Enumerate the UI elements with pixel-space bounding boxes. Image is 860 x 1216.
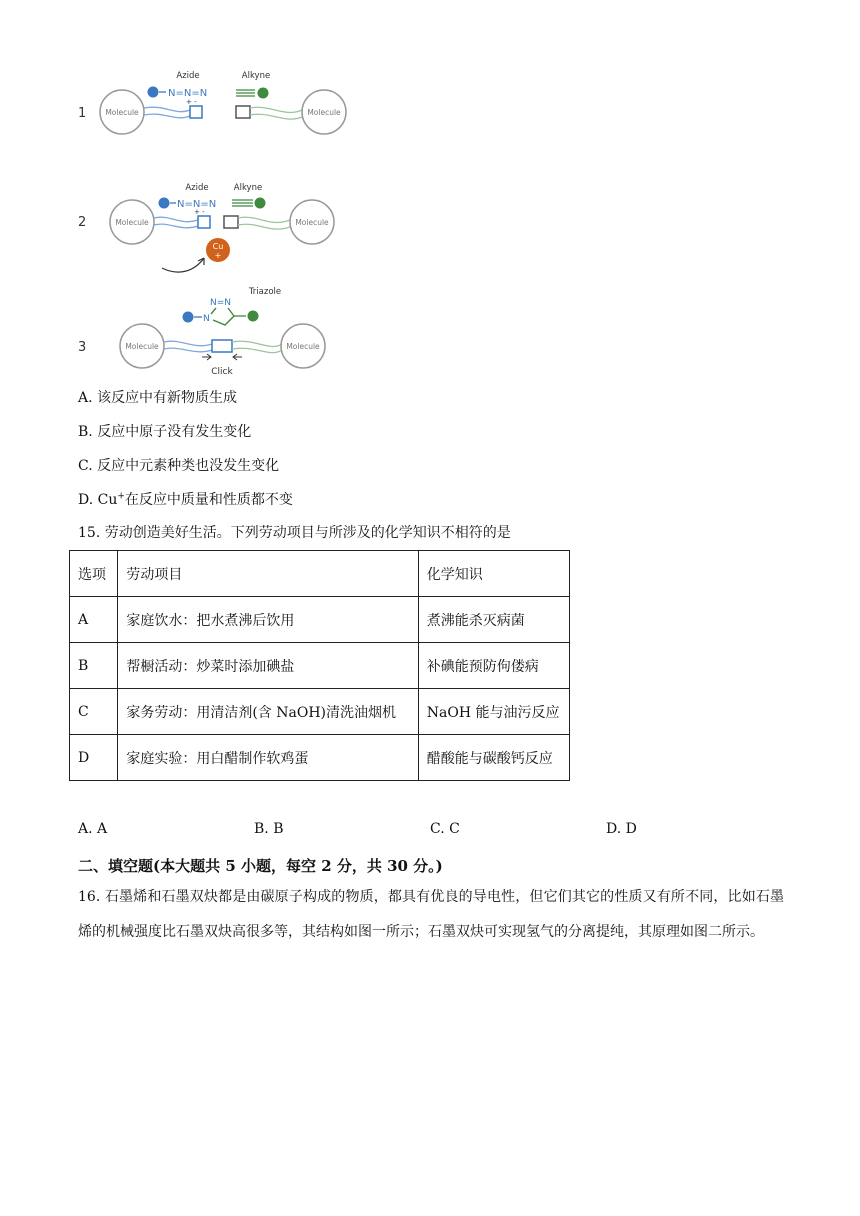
azide-label: Azide bbox=[185, 183, 209, 193]
triazole-label: Triazole bbox=[248, 287, 282, 297]
alkyne-label: Alkyne bbox=[233, 183, 263, 193]
ring-n-left: N bbox=[203, 314, 210, 324]
azide-formula: N=N=N bbox=[168, 88, 208, 99]
table-header: 劳动项目 bbox=[118, 551, 418, 597]
option-label: A. bbox=[78, 390, 93, 406]
table-cell: 醋酸能与碳酸钙反应 bbox=[418, 735, 569, 781]
molecule-label: Molecule bbox=[286, 342, 320, 351]
table-row bbox=[70, 689, 570, 735]
step-number-3: 3 bbox=[78, 340, 87, 355]
molecule-label: Molecule bbox=[125, 342, 159, 351]
alkyne-ball bbox=[248, 311, 259, 322]
table-row bbox=[70, 643, 570, 689]
azide-label: Azide bbox=[176, 71, 200, 81]
triazole-ring bbox=[211, 308, 234, 325]
table-row bbox=[70, 597, 570, 643]
q15-stem: 15. 劳动创造美好生活。下列劳动项目与所涉及的化学知识不相符的是 bbox=[78, 525, 511, 541]
charges: + - bbox=[186, 98, 197, 106]
arrow-to-copper bbox=[162, 258, 204, 272]
option-text: 该反应中有新物质生成 bbox=[97, 390, 238, 406]
molecule-label: Molecule bbox=[307, 108, 341, 117]
table-cell: A bbox=[70, 597, 118, 643]
option-formula-charge: + bbox=[117, 491, 125, 502]
molecule-label: Molecule bbox=[295, 218, 329, 227]
q15-option-c: C. C bbox=[430, 821, 460, 837]
alkyne-connector bbox=[236, 106, 250, 118]
linker-green bbox=[238, 217, 290, 229]
click-label: Click bbox=[211, 367, 233, 377]
option-text: 在反应中质量和性质都不变 bbox=[124, 492, 293, 508]
table-cell: 补碘能预防佝偻病 bbox=[418, 643, 569, 689]
table-header: 化学知识 bbox=[418, 551, 569, 597]
azide-ball bbox=[183, 312, 194, 323]
q15-table bbox=[69, 550, 570, 781]
table-header-row bbox=[70, 551, 570, 597]
q14-option-c bbox=[78, 456, 279, 476]
table-cell: B bbox=[70, 643, 118, 689]
azide-ball bbox=[159, 198, 170, 209]
q15-option-a: A. A bbox=[78, 821, 108, 837]
linker-green bbox=[250, 107, 302, 119]
azide-connector bbox=[198, 216, 210, 228]
option-text: 反应中原子没有发生变化 bbox=[97, 424, 252, 440]
option-formula: Cu bbox=[97, 492, 118, 508]
q14-option-d bbox=[78, 490, 293, 510]
q14-option-a bbox=[78, 388, 237, 408]
azide-ball bbox=[148, 87, 159, 98]
table-cell: 煮沸能杀灭病菌 bbox=[418, 597, 569, 643]
linker-blue bbox=[164, 341, 212, 352]
alkyne-connector bbox=[224, 216, 238, 228]
molecule-label: Molecule bbox=[105, 108, 139, 117]
linker-green bbox=[232, 341, 282, 352]
copper-charge: + bbox=[214, 251, 222, 260]
q14-option-b bbox=[78, 422, 251, 442]
azide-connector bbox=[190, 106, 202, 118]
clicked-connector bbox=[212, 340, 232, 352]
table-row bbox=[70, 735, 570, 781]
molecule-label: Molecule bbox=[115, 218, 149, 227]
table-cell: 家庭实验：用白醋制作软鸡蛋 bbox=[118, 735, 418, 781]
click-chemistry-figure bbox=[70, 60, 370, 380]
alkyne-label: Alkyne bbox=[241, 71, 271, 81]
azide-formula: N=N=N bbox=[177, 199, 217, 210]
table-cell: NaOH 能与油污反应 bbox=[418, 689, 569, 735]
table-cell: 帮橱活动：炒菜时添加碘盐 bbox=[118, 643, 418, 689]
option-label: D. bbox=[78, 492, 94, 508]
option-label: B. bbox=[78, 424, 93, 440]
q15-option-b: B. B bbox=[254, 821, 284, 837]
table-cell: 家务劳动：用清洁剂(含 NaOH)清洗油烟机 bbox=[118, 689, 418, 735]
alkyne-ball bbox=[255, 198, 266, 209]
table-cell: D bbox=[70, 735, 118, 781]
option-text: 反应中元素种类也没发生变化 bbox=[97, 458, 280, 474]
table-cell: C bbox=[70, 689, 118, 735]
charges: + - bbox=[194, 208, 205, 216]
q15-option-d: D. D bbox=[606, 821, 637, 837]
alkyne-ball bbox=[258, 88, 269, 99]
table-header: 选项 bbox=[70, 551, 118, 597]
click-arrows bbox=[202, 354, 242, 360]
step-number-1: 1 bbox=[78, 106, 87, 121]
q16-text: 16. 石墨烯和石墨双炔都是由碳原子构成的物质，都具有优良的导电性，但它们其它的性质又有所不同，比如石墨烯的机械强度比石墨双炔高很多等，其结构如图一所示；石墨双炔可实现氢气的分离提纯，其原理如图二所示。 bbox=[78, 889, 784, 940]
copper-label: Cu bbox=[212, 242, 224, 251]
option-label: C. bbox=[78, 458, 93, 474]
ring-n-top: N=N bbox=[210, 298, 232, 308]
linker-blue bbox=[154, 217, 198, 228]
step-number-2: 2 bbox=[78, 215, 87, 230]
linker-blue bbox=[144, 107, 190, 118]
table-cell: 家庭饮水：把水煮沸后饮用 bbox=[118, 597, 418, 643]
section-heading: 二、填空题(本大题共 5 小题，每空 2 分，共 30 分。) bbox=[78, 857, 443, 875]
